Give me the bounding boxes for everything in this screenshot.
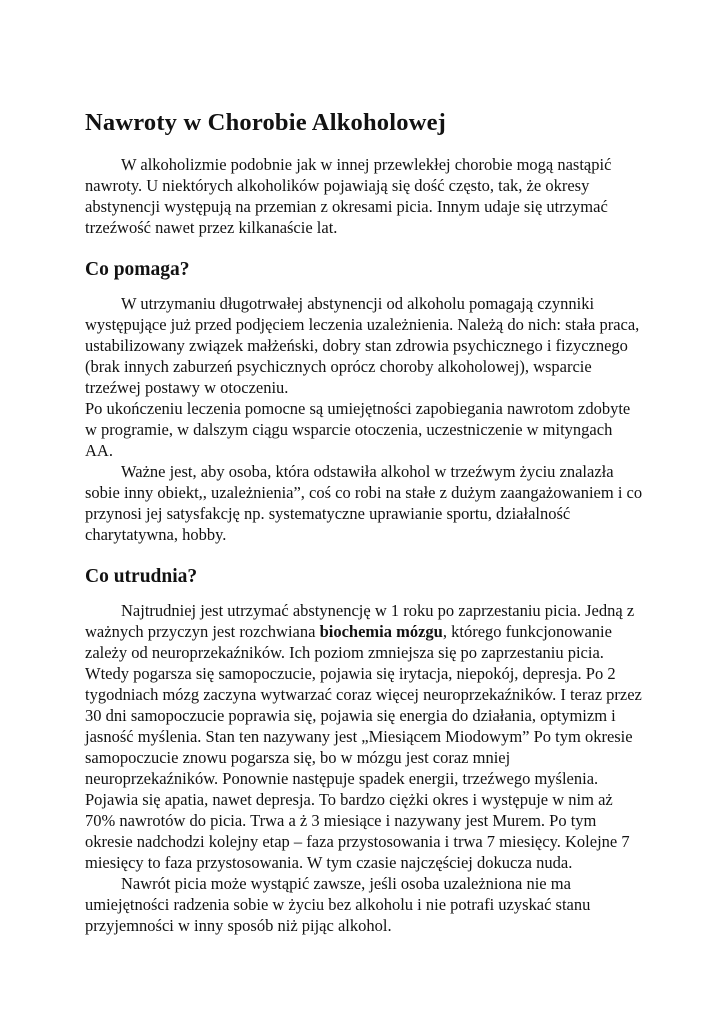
paragraph-text-segment-before-bold: Najtrudniej jest utrzymać abstynencję w 1 roku po zaprzestaniu picia. Jedną z ważnych przyczyn jest rozchwiana xyxy=(85,601,635,641)
section-heading-co-pomaga: Co pomaga? xyxy=(85,259,190,280)
document-content xyxy=(85,108,643,936)
section-heading-co-utrudnia: Co utrudnia? xyxy=(85,566,198,587)
hinders-paragraph-1 xyxy=(85,600,643,873)
intro-paragraph: W alkoholizmie podobnie jak w innej przewlekłej chorobie mogą nastąpić nawroty. U niektórych alkoholików pojawiają się dość często, tak, że okresy abstynencji występują na przemian z okresami picia. Innym udaje się utrzymać trzeźwość nawet przez kilkanaście lat. xyxy=(85,155,612,237)
helps-paragraph-2: Po ukończeniu leczenia pomocne są umiejętności zapobiegania nawrotom zdobyte w programie, w dalszym ciągu wsparcie otoczenia, uczestniczenie w mityngach AA. xyxy=(85,399,631,460)
document-title: Nawroty w Chorobie Alkoholowej xyxy=(85,109,447,136)
hinders-paragraph-2: Nawrót picia może wystąpić zawsze, jeśli osoba uzależniona nie ma umiejętności radzenia sobie w życiu bez alkoholu i nie potrafi uzyskać stanu przyjemności w inny sposób niż pijąc alkohol. xyxy=(85,874,591,935)
bold-phrase-biochemia-mozgu: biochemia mózgu xyxy=(319,622,443,641)
paragraph-text-segment-after-bold: , którego funkcjonowanie zależy od neuroprzekaźników. Ich poziom zmniejsza się po zaprzestaniu picia. Wtedy pogarsza się samopoczucie, pojawia się irytacja, niepokój, depresja. Po 2 tygodniach mózg zaczyna wytwarzać coraz więcej neuroprzekaźników. I teraz przez 30 dni samopoczucie poprawia się, pojawia się energia do działania, optymizm i jasność myślenia. Stan ten nazywany jest „Miesiącem Miodowym” Po tym okresie samopoczucie znowu pogarsza się, bo w mózgu jest coraz mniej neuroprzekaźników. Ponownie następuje spadek energii, trzeźwego myślenia. Pojawia się apatia, nawet depresja. To bardzo ciężki okres i występuje w nim aż 70% nawrotów do picia. Trwa a ż 3 miesiące i nazywany jest Murem. Po tym okresie nadchodzi kolejny etap – faza przystosowania i trwa 7 miesięcy. Kolejne 7 miesięcy to faza przystosowania. W tym czasie najczęściej dokucza nuda. xyxy=(85,622,642,872)
helps-paragraph-3: Ważne jest, aby osoba, która odstawiła alkohol w trzeźwym życiu znalazła sobie inny obiekt,, uzależnienia”, coś co robi na stałe z dużym zaangażowaniem i co przynosi jej satysfakcję np. systematyczne uprawianie sportu, działalność charytatywna, hobby. xyxy=(85,462,643,544)
helps-paragraph-1: W utrzymaniu długotrwałej abstynencji od alkoholu pomagają czynniki występujące już przed podjęciem leczenia uzależnienia. Należą do nich: stała praca, ustabilizowany związek małżeński, dobry stan zdrowia psychicznego i fizycznego (brak innych zaburzeń psychicznych oprócz choroby alkoholowej), wsparcie trzeźwej postawy w otoczeniu. xyxy=(85,294,640,397)
